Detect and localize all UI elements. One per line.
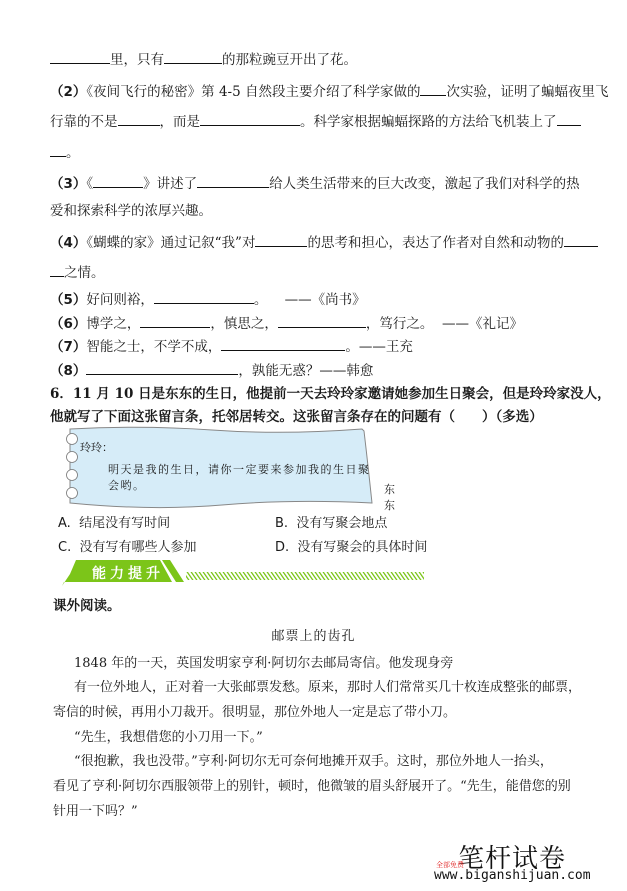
option-letter: D. <box>275 540 290 555</box>
answer-blank[interactable] <box>255 232 307 247</box>
option-text: 没有写聚会的具体时间 <box>297 540 428 555</box>
question-number: （7） <box>50 339 87 355</box>
text: 博学之， <box>86 316 141 332</box>
question-number: （3） <box>50 176 87 192</box>
section-title: 能力提升 <box>92 566 164 582</box>
answer-blank[interactable] <box>93 173 143 188</box>
option-b[interactable] <box>275 512 387 531</box>
answer-blank[interactable] <box>164 49 222 64</box>
text: 《夜间飞行的秘密》第 4-5 自然段主要介绍了科学家做的 <box>86 84 421 100</box>
source-citation: ——《尚书》 <box>284 292 366 308</box>
text: 的那粒豌豆开出了花。 <box>222 52 357 68</box>
question-2-line-2 <box>50 111 581 131</box>
question-5 <box>50 289 366 309</box>
option-text: 结尾没有写时间 <box>79 516 171 531</box>
text: 爱和探索科学的浓厚兴趣。 <box>50 203 212 219</box>
text: 智能之士，不学不成， <box>86 339 222 355</box>
watermark-url: www.biganshijuan.com <box>434 868 591 883</box>
answer-blank[interactable] <box>557 111 581 126</box>
text: 。 <box>66 145 80 161</box>
answer-blank[interactable] <box>86 360 238 375</box>
text: 之情。 <box>64 265 105 281</box>
passage-line: 寄信的时候，再用小刀裁开。很明显，那位外地人一定是忘了带小刀。 <box>53 705 457 720</box>
option-text: 没有写聚会地点 <box>296 516 388 531</box>
text: 《 <box>86 176 94 192</box>
question-number: （2） <box>50 84 87 100</box>
question-8 <box>50 360 373 380</box>
answer-blank[interactable] <box>200 111 300 126</box>
question-3-line-2 <box>50 202 212 220</box>
text: 行靠的不是 <box>50 114 118 130</box>
text: 《蝴蝶的家》通过记叙“我”对 <box>86 235 256 251</box>
note-recipient: 玲玲： <box>80 441 113 454</box>
question-6-fill <box>50 313 523 333</box>
note-signature: 东东 <box>384 483 397 512</box>
text: 好问则裕， <box>86 292 154 308</box>
answer-blank[interactable] <box>50 142 66 157</box>
answer-blank[interactable] <box>197 173 269 188</box>
option-letter: A. <box>58 516 71 531</box>
fill-in-line-continuation <box>50 49 357 69</box>
option-d[interactable] <box>275 536 427 555</box>
answer-blank[interactable] <box>140 313 210 328</box>
question-6-prompt-line-2: 他就写了下面这张留言条，托邻居转交。这张留言条存在的问题有（ ）（多选） <box>50 409 543 425</box>
section-banner <box>62 560 422 586</box>
answer-blank[interactable] <box>420 81 446 96</box>
question-3-line-1 <box>50 173 580 193</box>
question-number: （5） <box>50 292 87 308</box>
text: ，孰能无惑？——韩愈 <box>238 363 374 379</box>
passage-line: 1848 年的一天，英国发明家亨利·阿切尔去邮局寄信。他发现身旁 <box>74 656 454 671</box>
answer-blank[interactable] <box>50 262 64 277</box>
option-c[interactable] <box>58 536 197 555</box>
text: 给人类生活带来的巨大改变，激起了我们对科学的热 <box>269 176 580 192</box>
passage-line: 针用一下吗？” <box>53 804 138 819</box>
text: 的思考和担心，表达了作者对自然和动物的 <box>307 235 564 251</box>
text: ，慎思之， <box>210 316 278 332</box>
option-letter: B. <box>275 516 289 531</box>
question-2-line-1 <box>50 81 608 101</box>
text: 》讲述了 <box>143 176 198 192</box>
question-number: （6） <box>50 316 87 332</box>
answer-blank[interactable] <box>221 336 345 351</box>
question-2-line-3 <box>50 142 80 162</box>
text: ，笃行之。 <box>365 316 434 332</box>
question-4-line-2 <box>50 262 105 282</box>
passage-line: “先生，我想借您的小刀用一下。” <box>74 730 263 745</box>
text: 。科学家根据蝙蝠探路的方法给飞机装上了 <box>300 114 557 130</box>
question-6-prompt-line-1: 6．11 月 10 日是东东的生日，他提前一天去玲玲家邀请她参加生日聚会，但是玲玲家没人， <box>50 386 611 402</box>
answer-blank[interactable] <box>278 313 366 328</box>
answer-blank[interactable] <box>154 289 254 304</box>
option-text: 没有写有哪些人参加 <box>79 540 197 555</box>
watermark-tag: 全部免费 <box>436 861 464 869</box>
answer-blank[interactable] <box>50 49 110 64</box>
watermark-logo <box>434 838 591 883</box>
question-7 <box>50 336 413 356</box>
passage-line: 有一位外地人，正对着一大张邮票发愁。原来，那时人们常常买几十枚连成整张的邮票， <box>74 680 582 695</box>
option-a[interactable] <box>58 512 170 531</box>
question-4-line-1 <box>50 232 598 252</box>
text: ，而是 <box>159 114 200 130</box>
source-citation: ——《礼记》 <box>442 316 523 332</box>
passage-line: “很抱歉，我也没带。”亨利·阿切尔无可奈何地摊开双手。这时，那位外地人一抬头， <box>74 754 553 769</box>
note-body: 明天是我的生日，请你一定要来参加我的生日聚会哟。 <box>108 463 371 492</box>
passage-title: 邮票上的齿孔 <box>271 629 356 644</box>
text: 。——王充 <box>345 339 413 355</box>
section-instruction: 课外阅读。 <box>53 598 121 614</box>
text: 里，只有 <box>110 52 164 68</box>
text: 次实验，证明了蝙蝠夜里飞 <box>446 84 609 100</box>
option-letter: C. <box>58 540 72 555</box>
answer-blank[interactable] <box>118 111 160 126</box>
watermark-name: 笔杆试卷 <box>458 844 567 874</box>
question-number: （4） <box>50 235 87 251</box>
message-note-card <box>62 425 397 512</box>
question-number: （8） <box>50 363 87 379</box>
answer-blank[interactable] <box>564 232 598 247</box>
text: 。 <box>253 292 268 308</box>
passage-line: 看见了亨利·阿切尔西服领带上的别针，顿时，他微皱的眉头舒展开了。“先生，能借您的别 <box>53 779 571 794</box>
